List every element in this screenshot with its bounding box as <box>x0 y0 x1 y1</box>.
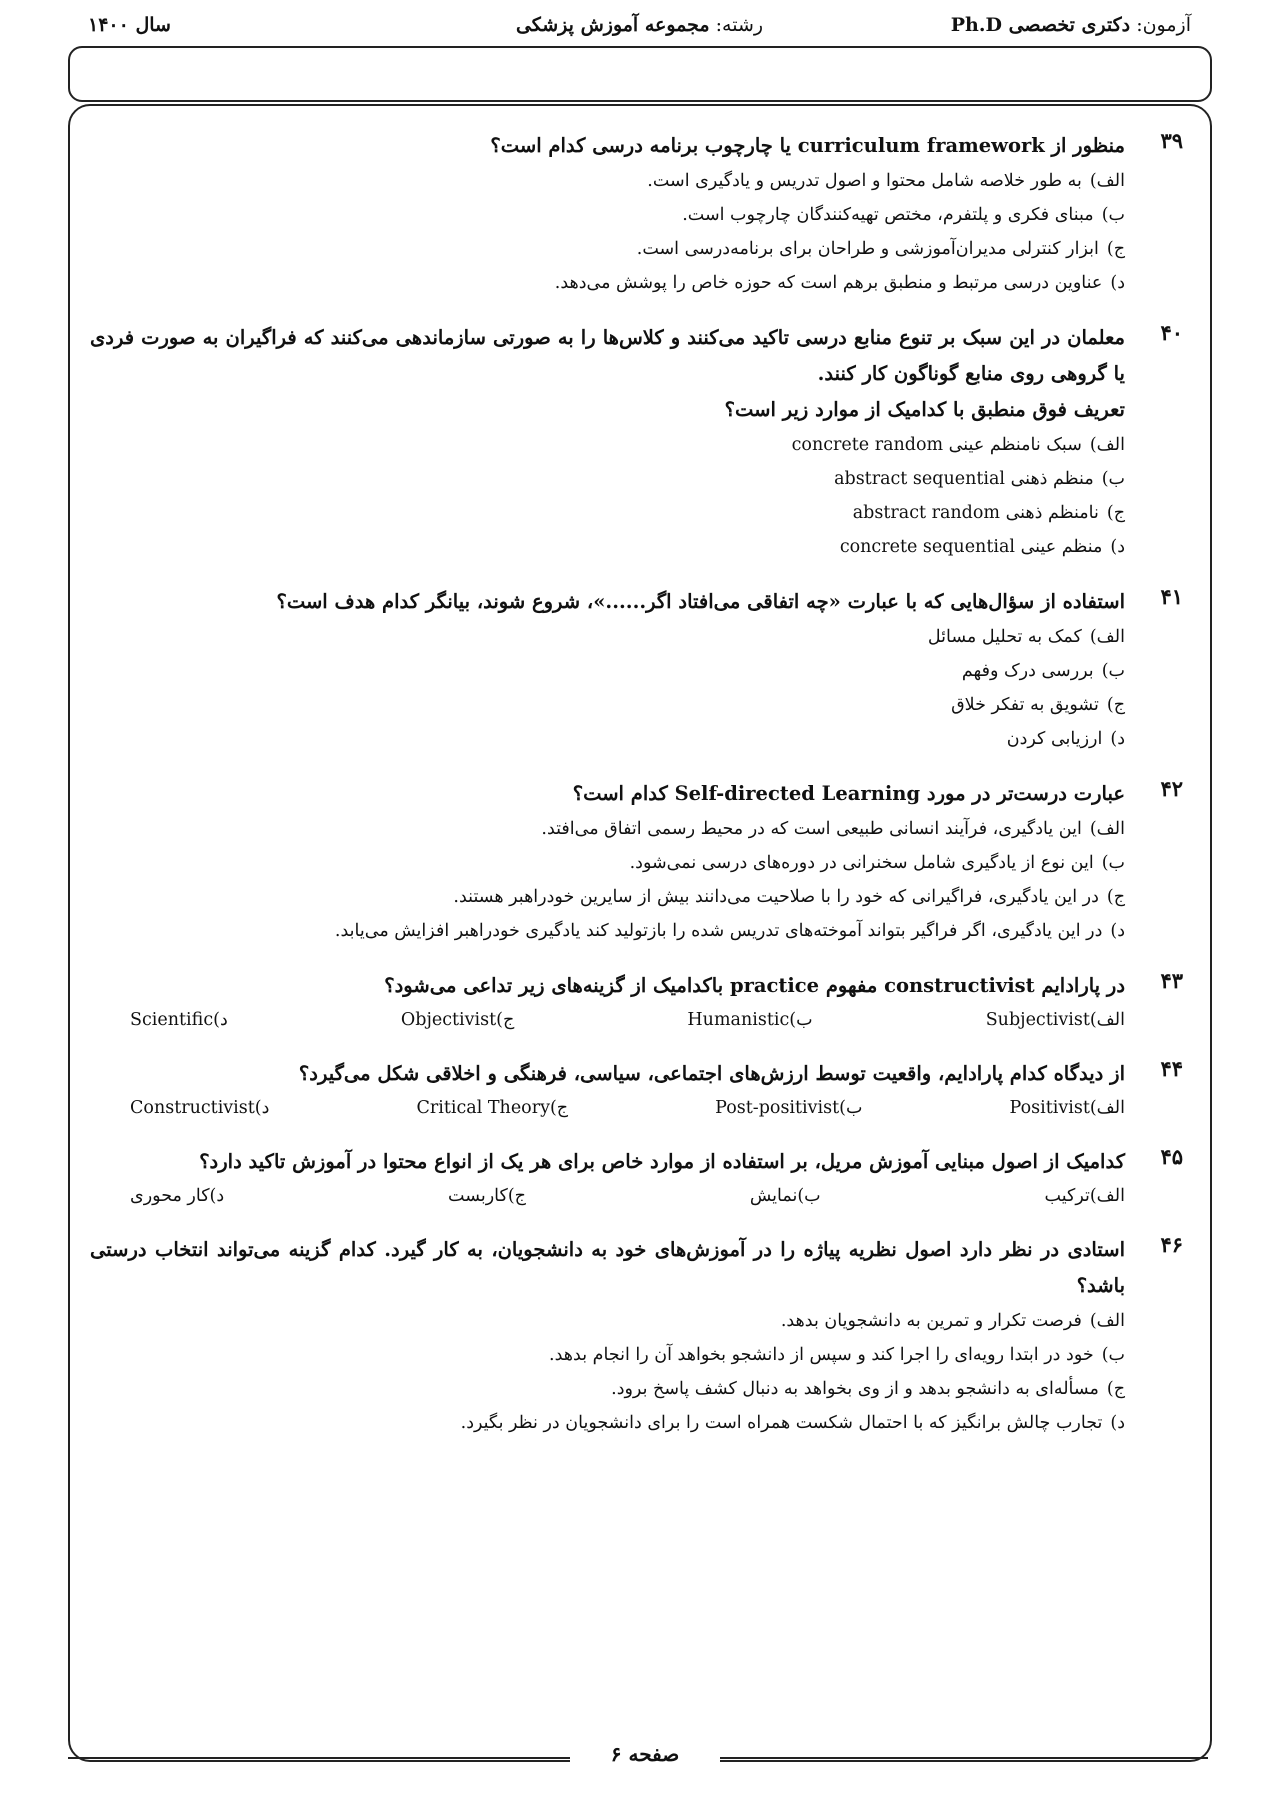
option-text: Subjectivist <box>985 1010 1090 1030</box>
option-text: منظم عینی concrete sequential <box>839 537 1103 557</box>
question-number: ۴۰ <box>1160 320 1183 345</box>
question-subtext: تعریف فوق منطبق با کدامیک از موارد زیر است؟ <box>724 398 1125 421</box>
option-label: ج) <box>1106 887 1125 907</box>
question-text: استادی در نظر دارد اصول نظریه پیاژه را در آموزش‌های خود به دانشجویان، به کار گیرد. کدام گزینه می‌تواند انتخاب درستی باشد؟ <box>90 1238 1125 1297</box>
question-number: ۴۱ <box>1160 584 1183 609</box>
option-text: تجارب چالش برانگیز که با احتمال شکست همراه است را برای دانشجویان در نظر بگیرد. <box>460 1413 1103 1433</box>
option-label: الف) <box>1089 627 1125 647</box>
option-text: Positivist <box>1009 1098 1090 1118</box>
question-body <box>90 320 1125 564</box>
option-label: ب) <box>1101 661 1125 681</box>
question-row <box>90 320 1183 564</box>
option-text: نامنظم ذهنی abstract random <box>852 503 1099 523</box>
option-text: عناوین درسی مرتبط و منطبق برهم است که حوزه خاص را پوشش می‌دهد. <box>554 273 1103 293</box>
answer-option <box>401 1004 514 1036</box>
question-number: ۴۴ <box>1160 1056 1183 1081</box>
question <box>90 776 1183 948</box>
option-label: ج) <box>1106 503 1125 523</box>
option-label: الف) <box>1089 435 1125 455</box>
option-text: فرصت تکرار و تمرین به دانشجویان بدهد. <box>780 1311 1082 1331</box>
option-text: تشویق به تفکر خلاق <box>951 695 1099 715</box>
option-label: د) <box>213 1010 228 1030</box>
option-label: الف) <box>1089 1311 1125 1331</box>
question <box>90 968 1183 1036</box>
option-label: د) <box>1110 537 1125 557</box>
option-label: ب) <box>789 1010 813 1030</box>
question-body <box>90 1056 1125 1124</box>
answer-option <box>90 1304 1125 1338</box>
answer-option <box>1045 1180 1125 1212</box>
exam-value: دکتری تخصصی Ph.D <box>950 14 1131 36</box>
question-text: از دیدگاه کدام پارادایم، واقعیت توسط ارزش‌های اجتماعی، سیاسی، فرهنگی و اخلاقی شکل می‌گیرد؟ <box>298 1062 1125 1085</box>
question <box>90 1232 1183 1440</box>
page-number: صفحه ۶ <box>570 1742 720 1766</box>
option-text: نمایش <box>749 1186 798 1206</box>
answer-option <box>90 496 1125 530</box>
option-label: ج) <box>496 1010 515 1030</box>
option-text: این یادگیری، فرآیند انسانی طبیعی است که در محیط رسمی اتفاق می‌افتد. <box>541 819 1082 839</box>
option-text: کار محوری <box>130 1186 210 1206</box>
option-text: ارزیابی کردن <box>1006 729 1103 749</box>
option-label: د) <box>209 1186 225 1206</box>
question-row <box>90 128 1183 300</box>
answer-option <box>750 1180 821 1212</box>
field-value: مجموعه آموزش پزشکی <box>515 14 710 36</box>
option-label: الف) <box>1089 1186 1125 1206</box>
answer-option <box>417 1092 569 1124</box>
exam-year: سال ۱۴۰۰ <box>88 14 171 36</box>
answer-option <box>90 198 1125 232</box>
question-text: استفاده از سؤال‌هایی که با عبارت «چه اتفاقی می‌افتاد اگر......»، شروع شوند، بیانگر کدام هدف است؟ <box>276 590 1125 613</box>
question-text: عبارت درست‌تر در مورد Self-directed Learning کدام است؟ <box>572 782 1125 805</box>
answer-options-row <box>90 1004 1125 1036</box>
option-text: Post-positivist <box>715 1098 840 1118</box>
option-label: د) <box>1110 1413 1125 1433</box>
option-text: بررسی درک وفهم <box>961 661 1094 681</box>
answer-option <box>90 880 1125 914</box>
option-text: ابزار کنترلی مدیران‌آموزشی و طراحان برای برنامه‌درسی است. <box>636 239 1099 259</box>
answer-option <box>715 1092 862 1124</box>
option-text: در این یادگیری، اگر فراگیر بتواند آموخته‌های تدریس شده را بازتولید کند یادگیری خودراهبر افزایش می‌یابد. <box>334 921 1103 941</box>
question-row <box>90 776 1183 948</box>
option-label: د) <box>1110 921 1125 941</box>
answer-option <box>90 266 1125 300</box>
question-row <box>90 584 1183 756</box>
question-number: ۴۵ <box>1160 1144 1183 1169</box>
question-number: ۴۶ <box>1160 1232 1183 1257</box>
option-label: ب) <box>839 1098 863 1118</box>
answer-option <box>90 530 1125 564</box>
option-text: مبنای فکری و پلتفرم، مختص تهیه‌کنندگان چارچوب است. <box>682 205 1094 225</box>
option-label: ج) <box>507 1186 526 1206</box>
question-text: در پارادایم constructivist مفهوم practice باکدامیک از گزینه‌های زیر تداعی می‌شود؟ <box>384 974 1125 997</box>
option-text: خود در ابتدا رویه‌ای را اجرا کند و سپس از دانشجو بخواهد آن را انجام بدهد. <box>549 1345 1094 1365</box>
question <box>90 1056 1183 1124</box>
option-label: د) <box>1110 273 1125 293</box>
option-text: کمک به تحلیل مسائل <box>927 627 1082 647</box>
option-label: الف) <box>1089 1010 1125 1030</box>
question-text: معلمان در این سبک بر تنوع منابع درسی تاکید می‌کنند و کلاس‌ها را به صورتی سازماندهی می‌کنند که فراگیران به صورت فردی یا گروهی روی منابع گوناگون کار کنند. <box>90 326 1125 385</box>
question-body <box>90 968 1125 1036</box>
answer-option <box>90 620 1125 654</box>
option-label: الف) <box>1089 819 1125 839</box>
answer-option <box>90 164 1125 198</box>
question-body <box>90 1144 1125 1212</box>
field-title <box>0 14 1279 36</box>
option-text: Scientific <box>130 1010 214 1030</box>
option-text: Critical Theory <box>416 1098 550 1118</box>
answer-options-row <box>90 1180 1125 1212</box>
option-text: منظم ذهنی abstract sequential <box>834 469 1094 489</box>
answer-option <box>90 428 1125 462</box>
option-label: ج) <box>549 1098 569 1118</box>
question-row <box>90 1056 1183 1124</box>
answer-options-row <box>90 1092 1125 1124</box>
answer-option <box>90 462 1125 496</box>
answer-option <box>90 654 1125 688</box>
question-row <box>90 1232 1183 1440</box>
option-text: مسأله‌ای به دانشجو بدهد و از وی بخواهد به دنبال کشف پاسخ برود. <box>611 1379 1099 1399</box>
field-label: رشته: <box>715 14 764 36</box>
question <box>90 584 1183 756</box>
option-label: ج) <box>1106 239 1125 259</box>
option-label: ب) <box>1101 469 1125 489</box>
answer-option <box>90 1372 1125 1406</box>
questions-list <box>90 128 1183 1460</box>
answer-option <box>1010 1092 1125 1124</box>
question-text: منظور از curriculum framework یا چارچوب برنامه درسی کدام است؟ <box>490 134 1125 157</box>
question-text: کدامیک از اصول مبنایی آموزش مریل، بر استفاده از موارد خاص برای هر یک از انواع محتوا در آموزش تاکید دارد؟ <box>199 1150 1125 1173</box>
option-label: د) <box>254 1098 270 1118</box>
question-number: ۳۹ <box>1160 128 1183 153</box>
question-body <box>90 128 1125 300</box>
question-number: ۴۲ <box>1160 776 1183 801</box>
exam-label: آزمون: <box>1136 14 1191 36</box>
option-text: به طور خلاصه شامل محتوا و اصول تدریس و یادگیری است. <box>647 171 1082 191</box>
option-text: ترکیب <box>1044 1186 1090 1206</box>
answer-option <box>90 846 1125 880</box>
answer-option <box>130 1180 224 1212</box>
answer-option <box>90 1406 1125 1440</box>
question-number: ۴۳ <box>1160 968 1183 993</box>
option-label: ج) <box>1106 695 1125 715</box>
option-text: این نوع از یادگیری شامل سخنرانی در دوره‌های درسی نمی‌شود. <box>629 853 1094 873</box>
answer-option <box>130 1092 269 1124</box>
answer-option <box>90 914 1125 948</box>
question-body <box>90 1232 1125 1440</box>
option-label: الف) <box>1089 171 1125 191</box>
question-body <box>90 776 1125 948</box>
option-text: Objectivist <box>400 1010 497 1030</box>
option-label: الف) <box>1089 1098 1125 1118</box>
option-text: Humanistic <box>687 1010 790 1030</box>
footer-divider-right <box>720 1757 1208 1759</box>
question-body <box>90 584 1125 756</box>
option-text: سبک نامنظم عینی concrete random <box>791 435 1082 455</box>
question <box>90 128 1183 300</box>
exam-header <box>68 46 1212 102</box>
option-label: ب) <box>1101 853 1125 873</box>
option-label: ب) <box>1101 1345 1125 1365</box>
question-row <box>90 968 1183 1036</box>
option-label: د) <box>1110 729 1125 749</box>
answer-option <box>986 1004 1125 1036</box>
question <box>90 1144 1183 1212</box>
answer-option <box>687 1004 812 1036</box>
option-label: ب) <box>797 1186 821 1206</box>
footer-divider-left <box>68 1757 570 1759</box>
option-label: ب) <box>1101 205 1125 225</box>
option-text: Constructivist <box>130 1098 255 1118</box>
answer-option <box>90 812 1125 846</box>
answer-option <box>90 688 1125 722</box>
answer-option <box>90 232 1125 266</box>
answer-option <box>90 1338 1125 1372</box>
option-label: ج) <box>1106 1379 1125 1399</box>
option-text: کاربست <box>448 1186 508 1206</box>
answer-option <box>90 722 1125 756</box>
answer-option <box>130 1004 228 1036</box>
question <box>90 320 1183 564</box>
option-text: در این یادگیری، فراگیرانی که خود را با صلاحیت می‌دانند بیش از سایرین خودراهبر هستند. <box>453 887 1099 907</box>
question-row <box>90 1144 1183 1212</box>
answer-option <box>448 1180 526 1212</box>
